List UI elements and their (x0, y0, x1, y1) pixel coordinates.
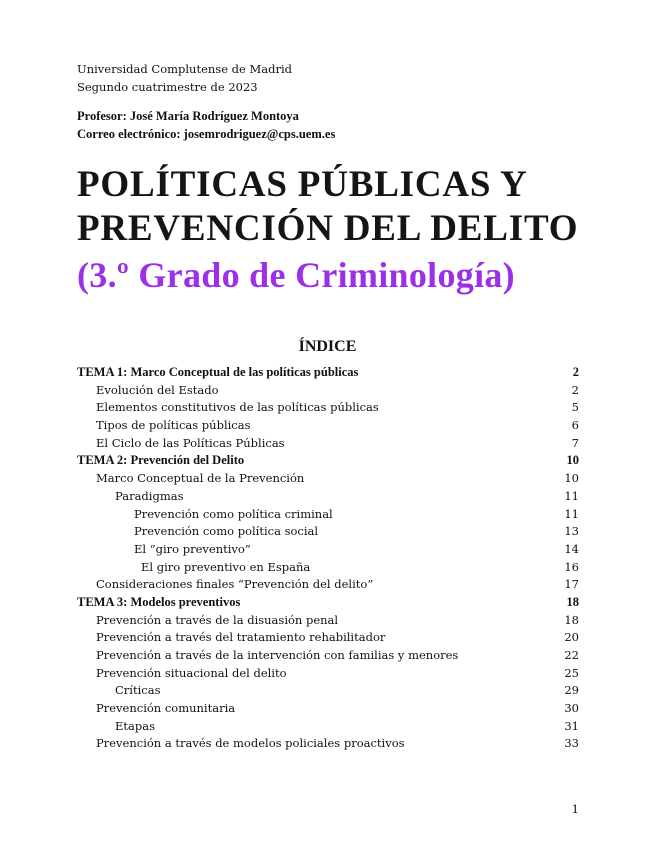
toc-section-entry[interactable] (77, 364, 579, 382)
toc-entry[interactable] (77, 647, 579, 665)
toc-entry-page: 6 (571, 418, 579, 433)
toc-entry-page: 2 (571, 382, 579, 397)
toc-entry-title: Prevención a través de modelos policiales proactivos (96, 736, 405, 751)
toc-entry-title: Prevención comunitaria (96, 701, 236, 716)
professor-name: Profesor: José María Rodríguez Montoya (77, 109, 299, 123)
toc-entry[interactable] (77, 488, 579, 506)
toc-entry[interactable] (77, 435, 579, 453)
toc-entry[interactable] (77, 559, 579, 577)
toc-entry-title: Etapas (115, 718, 155, 733)
toc-entry-page: 10 (566, 453, 579, 468)
toc-entry[interactable] (77, 576, 579, 594)
toc-entry-page: 16 (564, 559, 579, 574)
toc-entry[interactable] (77, 470, 579, 488)
toc-entry-title: Prevención como política social (134, 524, 319, 539)
toc-entry[interactable] (77, 718, 579, 736)
toc-entry-page: 10 (564, 471, 579, 486)
toc-entry-page: 18 (564, 612, 579, 627)
toc-entry-title: Prevención a través del tratamiento rehabilitador (96, 630, 386, 645)
toc-entry[interactable] (77, 541, 579, 559)
toc-entry[interactable] (77, 382, 579, 400)
page-number: 1 (571, 802, 579, 816)
toc-entry-title: Marco Conceptual de la Prevención (96, 471, 305, 486)
toc-entry[interactable] (77, 399, 579, 417)
toc-entry-page: 17 (564, 577, 579, 592)
toc-entry[interactable] (77, 700, 579, 718)
toc-entry-title: Elementos constitutivos de las políticas públicas (96, 400, 379, 415)
toc-entry-title: Prevención situacional del delito (96, 665, 287, 680)
toc-entry-title: TEMA 3: Modelos preventivos (77, 594, 241, 609)
toc-entry-page: 22 (564, 648, 579, 662)
toc-entry-page: 2 (572, 365, 579, 379)
toc-entry-page: 25 (564, 665, 579, 680)
toc-section-entry[interactable] (77, 594, 579, 612)
toc-entry-page: 18 (566, 594, 579, 609)
professor-email: Correo electrónico: josemrodriguez@cps.uem.es (77, 127, 336, 141)
toc-entry-page: 11 (564, 506, 579, 521)
toc-entry[interactable] (77, 612, 579, 630)
toc-entry-title: Consideraciones finales “Prevención del delito” (96, 577, 374, 592)
toc-entry-title: Evolución del Estado (96, 382, 219, 397)
toc-entry[interactable] (77, 682, 579, 700)
toc-entry[interactable] (77, 629, 579, 647)
toc-heading: ÍNDICE (298, 338, 357, 355)
toc-section-entry[interactable] (77, 452, 579, 470)
toc-entry-title: El Ciclo de las Políticas Públicas (96, 435, 285, 450)
toc-entry-title: TEMA 2: Prevención del Delito (77, 453, 245, 468)
toc-entry[interactable] (77, 506, 579, 524)
toc-entry-page: 7 (571, 435, 579, 450)
toc-entry-page: 29 (564, 683, 579, 698)
toc-entry[interactable] (77, 417, 579, 435)
university-name: Universidad Complutense de Madrid (77, 62, 293, 76)
toc-entry-page: 30 (564, 701, 579, 716)
toc-entry-title: Tipos de políticas públicas (96, 418, 251, 433)
toc-entry-page: 11 (564, 488, 579, 503)
toc-entry-title: El giro preventivo en España (141, 559, 311, 574)
toc-entry-title: TEMA 1: Marco Conceptual de las políticas públicas (77, 365, 359, 379)
toc-entry[interactable] (77, 665, 579, 683)
toc-entry-title: Prevención a través de la disuasión penal (96, 612, 339, 627)
document-subtitle: (3.º Grado de Criminología) (77, 255, 515, 295)
semester: Segundo cuatrimestre de 2023 (77, 80, 258, 94)
toc-entry-page: 20 (564, 630, 579, 645)
toc-entry-page: 14 (564, 541, 579, 556)
document-title-line-2: PREVENCIÓN DEL DELITO (77, 208, 579, 249)
toc-entry-page: 33 (564, 736, 579, 751)
toc-entry-page: 31 (564, 718, 579, 733)
table-of-contents (77, 364, 579, 753)
toc-entry-title: Paradigmas (115, 488, 184, 503)
toc-entry-title: El “giro preventivo” (134, 541, 251, 556)
toc-entry-title: Prevención a través de la intervención con familias y menores (96, 648, 459, 662)
toc-entry-title: Críticas (115, 683, 161, 698)
toc-entry-title: Prevención como política criminal (134, 506, 333, 521)
toc-entry-page: 13 (564, 524, 579, 539)
toc-entry[interactable] (77, 735, 579, 753)
toc-entry-page: 5 (571, 400, 579, 415)
toc-entry[interactable] (77, 523, 579, 541)
document-title-line-1: POLÍTICAS PÚBLICAS Y (77, 164, 528, 205)
